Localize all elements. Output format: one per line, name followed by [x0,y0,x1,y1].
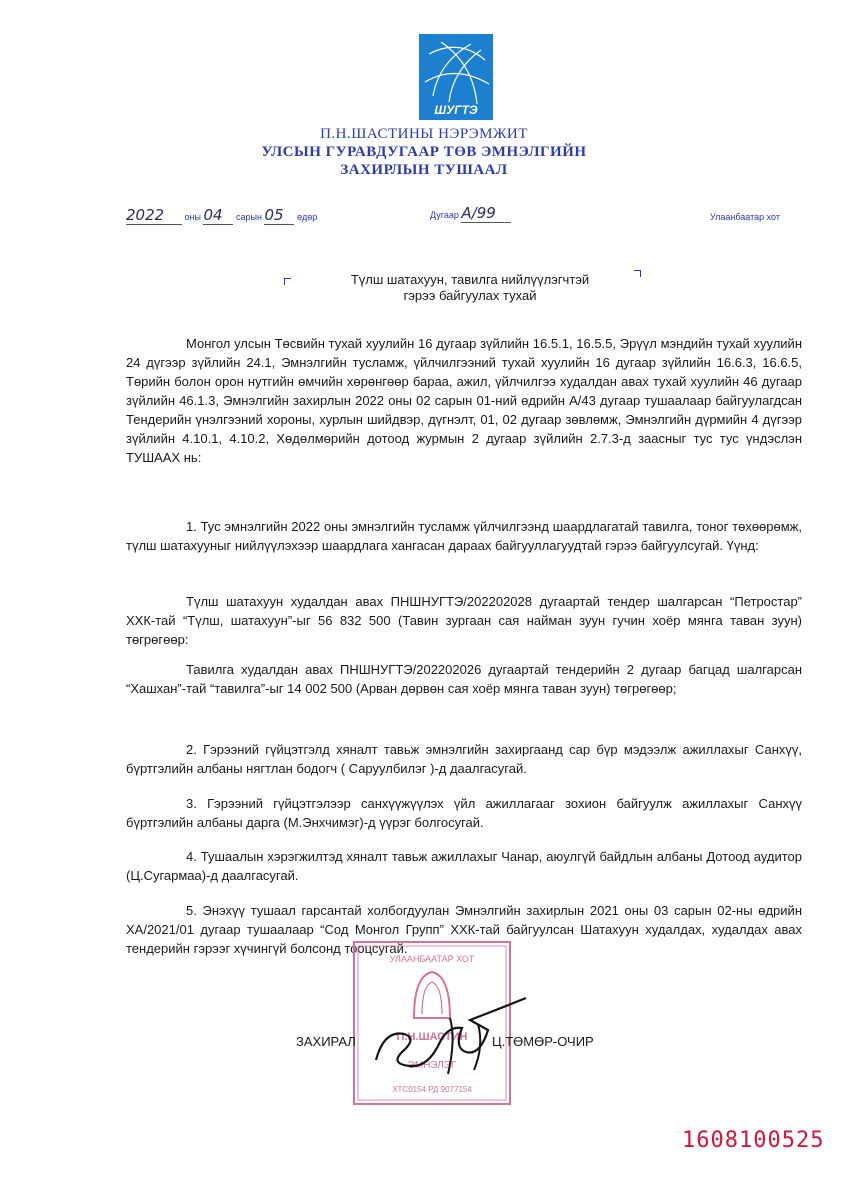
city-label: Улаанбаатар хот [710,212,780,222]
order-item-2: 2. Гэрээний гүйцэтгэлд хяналт тавьж эмнэлгийн захиргаанд сар бүр мэдээлж ажиллахыг Санхүү, бүртгэлийн албаны нягтлан бодогч ( Саруулбилэг )-д даалгасугай. [126,742,802,776]
stamp-top-text: УЛААНБААТАР ХОТ [389,954,475,964]
logo-text: ШУГТЭ [434,103,478,117]
subject-corner-right [634,270,641,277]
order-item-4: 4. Тушаалын хэрэгжилтэд хяналт тавьж ажиллахыг Чанар, аюулгүй байдлын албаны Дотоод аудитор (Ц.Сугармаа)-д даалгасугай. [126,849,802,883]
date-year: 2022 [126,206,182,225]
director-title: ЗАХИРАЛ [296,1034,356,1049]
order-number-value: А/99 [461,204,511,223]
date-month-label: сарын [236,212,262,222]
order-item-1: 1. Тус эмнэлгийн 2022 оны эмнэлгийн тусламж үйлчилгээнд шаардлагатай тавилга, тоног төхөөрөмж, түлш шатахууныг нийлүүлэхээр шаардлага хангасан дараах байгууллагуудтай гэрээ байгуулсугай. Үүнд: [126,519,802,553]
order-item-3: 3. Гэрээний гүйцэтгэлээр санхүүжүүлэх үйл ажиллагааг зохион байгуулж ажиллахыг Санхүү бүртгэлийн албаны дарга (М.Энхчимэг)-д үүрэг болгосугай. [126,796,802,830]
subject-line-1: Түлш шатахуун, тавилга нийлүүлэгчтэй [350,272,590,287]
hospital-logo [419,34,493,120]
serial-number: 1608100525 [682,1128,825,1153]
preamble-paragraph: Монгол улсын Төсвийн тухай хуулийн 16 дугаар зүйлийн 16.5.1, 16.5.5, Эрүүл мэндийн тухай хуулийн 24 дүгээр зүйлийн 24.1, Эмнэлгийн тусламж, үйлчилгээний тухай хуулийн 16 дугаар зүйлийн 16.6.3, 16.6.5, Төрийн болон орон нутгийн өмчийн хөрөнгөөр бараа, ажил, үйлчилгээ худалдан авах тухай хуулийн 46 дугаар зүйлийн 46.1.3, Эмнэлгийн захирлын 2022 оны 02 сарын 01-ний өдрийн А/43 дугаар тушаалаар байгуулагдсан Тендерийн үнэлгээний хороны, хурлын шийдвэр, дүгнэлт, 01, 02 дугаар зөвлөмж, Эмнэлгийн дүрмийн 4 дүгээр зүйлийн 4.10.1, 4.10.2, Хөдөлмөрийн дотоод журмын 2 дугаар зүйлийн 2.7.3-д заасныг тус тус үндэслэн ТУШААХ нь: [126,336,802,465]
header-line-2: УЛСЫН ГУРАВДУГААР ТӨВ ЭМНЭЛГИЙН [261,144,587,160]
date-month: 04 [203,206,233,225]
stamp-bottom-text: ХТС0154 РД 9077154 [392,1085,472,1094]
stamp-line-2: ЭМНЭЛЭГ [407,1060,457,1071]
stamp-line-1: П.Н.ШАСТИН [396,1031,468,1043]
date-line [126,206,317,225]
date-day-label: өдөр [296,212,318,222]
director-name: Ц.ТӨМӨР-ОЧИР [492,1034,594,1049]
date-day: 05 [264,206,294,225]
order-subject [320,272,620,304]
header-line-1: П.Н.ШАСТИНЫ НЭРЭМЖИТ [320,126,528,142]
subject-corner-left [284,278,291,285]
subject-line-2: гэрээ байгуулах тухай [403,288,537,303]
order-item-1-fuel: Түлш шатахуун худалдан авах ПНШНУГТЭ/202202028 дугаартай тендер шалгарсан “Петростар” ХХК-тай “Түлш, шатахуун”-ыг 56 832 500 (Тавин зургаан сая найман зуун гучин хоёр мянга таван зуун) төгрөгөөр: [126,594,802,647]
order-number [430,204,511,223]
date-year-label: оны [184,212,201,222]
order-item-5: 5. Энэхүү тушаал гарсантай холбогдуулан Эмнэлгийн захирлын 2021 оны 03 сарын 02-ны өдрийн ХА/2021/01 дугаар тушаалаар “Сод Монгол Групп” ХХК-тай байгуулсан Шатахуун худалдах, худалдах авах тендерийн гэрээг хүчингүй болсонд тооцсугай. [126,903,802,956]
order-item-1-furniture: Тавилга худалдан авах ПНШНУГТЭ/202202026 дугаартай тендерийн 2 дугаар багцад шалгарсан “Хашхан”-тай “тавилга”-ыг 14 002 500 (Арван дөрвөн сая хоёр мянга таван зуун) төгрөгөөр; [126,662,802,696]
header-line-3: ЗАХИРЛЫН ТУШААЛ [340,162,508,178]
order-number-label: Дугаар [430,210,459,220]
